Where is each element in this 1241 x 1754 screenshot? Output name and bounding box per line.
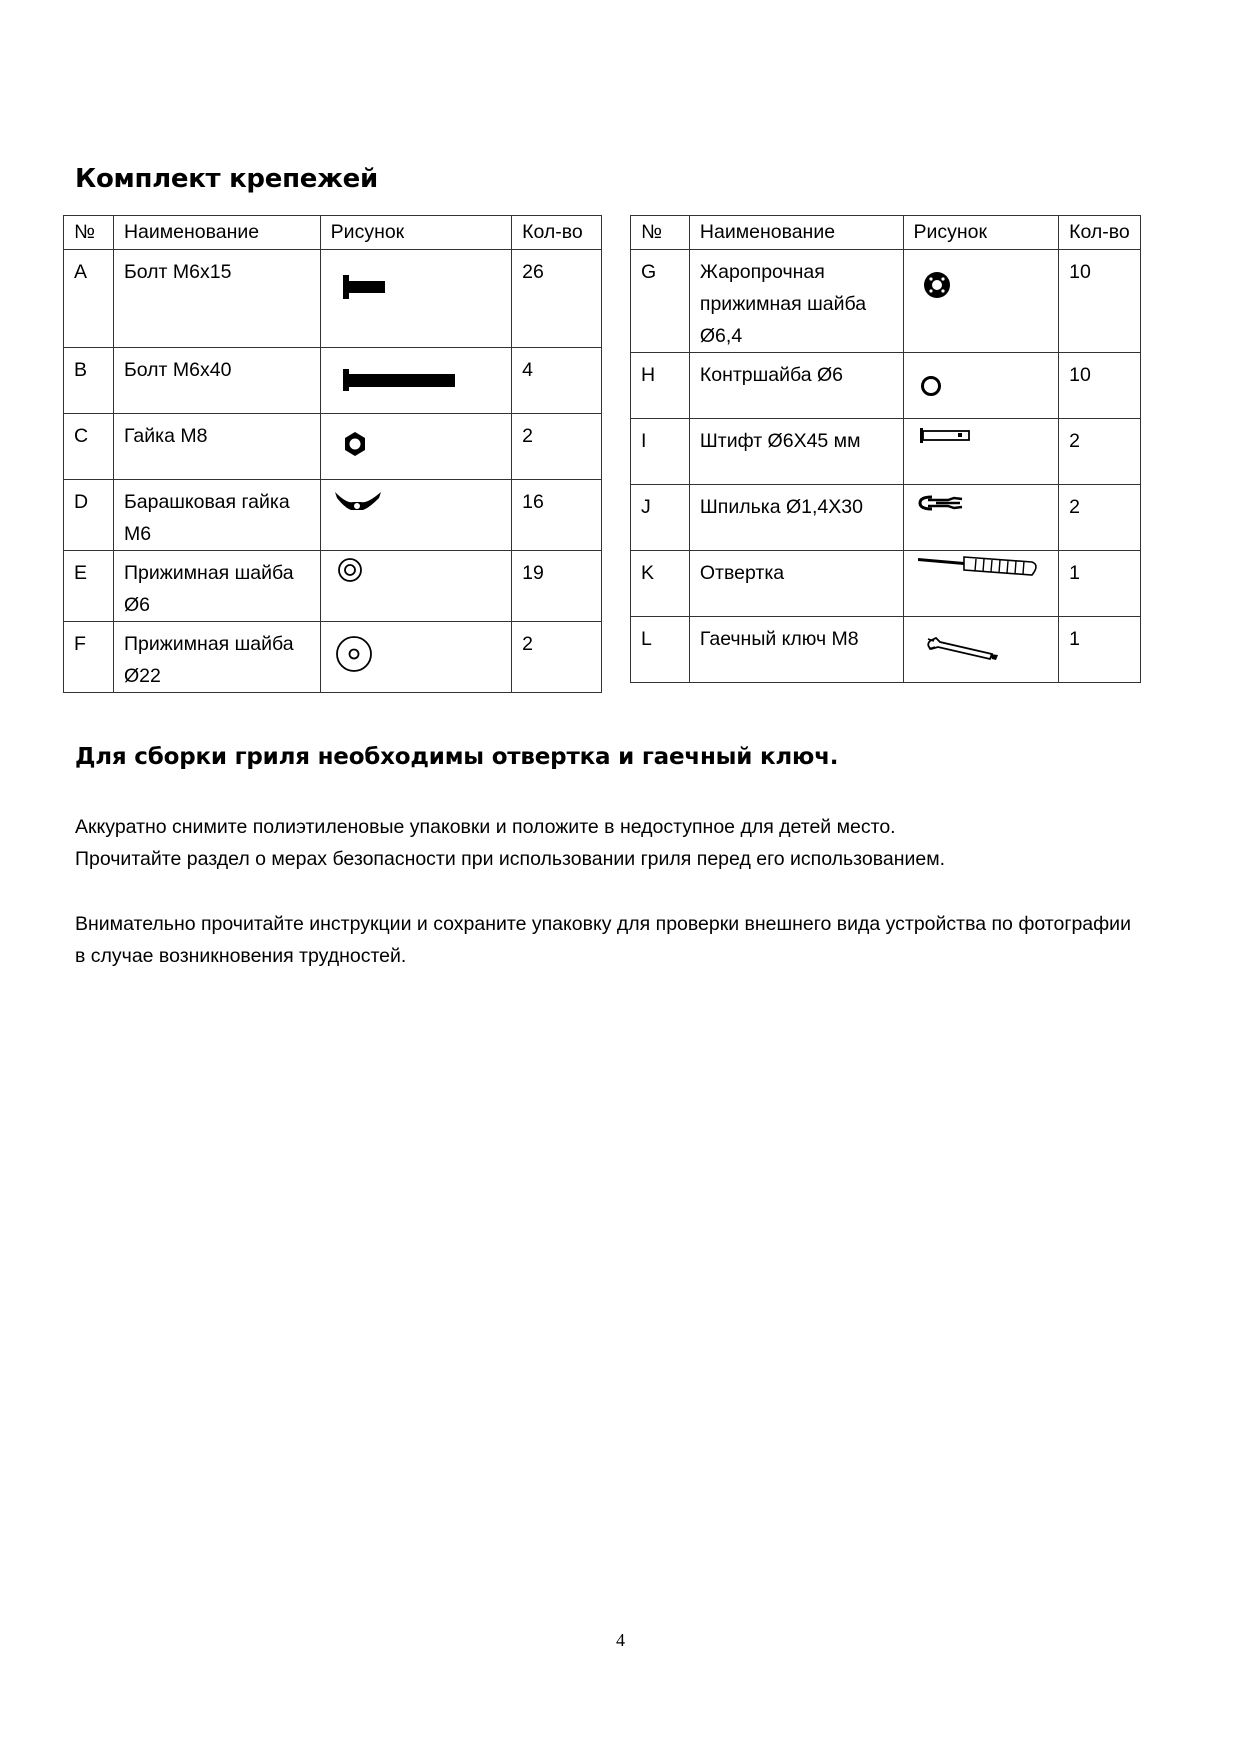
row-id: H — [631, 353, 690, 419]
row-name: Гаечный ключ М8 — [689, 617, 903, 683]
row-picture — [903, 617, 1059, 683]
paragraph: Внимательно прочитайте инструкции и сохраните упаковку для проверки внешнего вида устройства по фотографии — [75, 913, 1131, 935]
row-picture — [320, 551, 511, 622]
washer-small-icon — [321, 551, 513, 617]
row-name: Шпилька Ø1,4X30 — [689, 485, 903, 551]
row-qty: 2 — [1059, 419, 1141, 485]
row-qty: 1 — [1059, 551, 1141, 617]
row-name: Болт М6х15 — [113, 250, 320, 348]
row-id: I — [631, 419, 690, 485]
row-id: D — [64, 480, 114, 551]
row-qty: 10 — [1059, 353, 1141, 419]
row-name: Контршайба Ø6 — [689, 353, 903, 419]
pin-icon — [904, 419, 1060, 485]
header-num: № — [64, 216, 114, 250]
header-num: № — [631, 216, 690, 250]
screwdriver-icon — [904, 551, 1060, 617]
row-qty: 2 — [512, 622, 602, 693]
wrench-icon — [904, 617, 1060, 683]
row-picture — [320, 414, 511, 480]
row-picture — [903, 551, 1059, 617]
row-picture — [320, 622, 511, 693]
row-name: Отвертка — [689, 551, 903, 617]
row-picture — [903, 419, 1059, 485]
lock-washer-icon — [904, 353, 1060, 419]
row-picture — [903, 250, 1059, 353]
table-row — [631, 250, 1141, 353]
table-header-row — [64, 216, 602, 250]
table-row — [64, 622, 602, 693]
header-qty: Кол-во — [512, 216, 602, 250]
page-number: 4 — [616, 1630, 625, 1650]
header-picture: Рисунок — [903, 216, 1059, 250]
table-row — [64, 414, 602, 480]
row-name: Жаропрочная прижимная шайба Ø6,4 — [689, 250, 903, 353]
bolt-long-icon — [321, 348, 513, 414]
row-picture — [903, 485, 1059, 551]
row-qty: 4 — [512, 348, 602, 414]
wing-nut-icon — [321, 480, 513, 546]
row-qty: 26 — [512, 250, 602, 348]
heat-washer-icon — [904, 250, 1060, 348]
table-row — [64, 348, 602, 414]
table-row — [631, 551, 1141, 617]
table-row — [64, 480, 602, 551]
table-row — [631, 419, 1141, 485]
row-id: B — [64, 348, 114, 414]
table-header-row — [631, 216, 1141, 250]
row-qty: 19 — [512, 551, 602, 622]
row-picture — [903, 353, 1059, 419]
washer-large-icon — [321, 622, 513, 688]
row-name: Прижимная шайба Ø22 — [113, 622, 320, 693]
row-name: Болт М6х40 — [113, 348, 320, 414]
cotter-pin-icon — [904, 485, 1060, 551]
header-picture: Рисунок — [320, 216, 511, 250]
paragraph: Прочитайте раздел о мерах безопасности при использовании гриля перед его использованием. — [75, 848, 946, 870]
row-picture — [320, 250, 511, 348]
paragraph: Аккуратно снимите полиэтиленовые упаковки и положите в недоступное для детей место. — [75, 816, 896, 838]
row-qty: 2 — [512, 414, 602, 480]
row-id: L — [631, 617, 690, 683]
table-row — [631, 485, 1141, 551]
row-id: C — [64, 414, 114, 480]
paragraph: в случае возникновения трудностей. — [75, 945, 407, 967]
row-name: Барашковая гайка М6 — [113, 480, 320, 551]
row-qty: 1 — [1059, 617, 1141, 683]
bolt-short-icon — [321, 250, 513, 348]
header-name: Наименование — [113, 216, 320, 250]
tools-note-heading: Для сборки гриля необходимы отвертка и гаечный ключ. — [75, 744, 839, 770]
row-qty: 10 — [1059, 250, 1141, 353]
row-id: A — [64, 250, 114, 348]
row-id: K — [631, 551, 690, 617]
hex-nut-icon — [321, 414, 513, 480]
row-qty: 16 — [512, 480, 602, 551]
table-row — [631, 353, 1141, 419]
header-qty: Кол-во — [1059, 216, 1141, 250]
fasteners-table-left — [63, 215, 602, 693]
row-qty: 2 — [1059, 485, 1141, 551]
header-name: Наименование — [689, 216, 903, 250]
table-row — [631, 617, 1141, 683]
row-picture — [320, 348, 511, 414]
row-name: Штифт Ø6X45 мм — [689, 419, 903, 485]
row-id: J — [631, 485, 690, 551]
row-id: E — [64, 551, 114, 622]
table-row — [64, 551, 602, 622]
fasteners-table-right — [630, 215, 1141, 683]
row-name: Прижимная шайба Ø6 — [113, 551, 320, 622]
row-id: F — [64, 622, 114, 693]
row-name: Гайка М8 — [113, 414, 320, 480]
row-id: G — [631, 250, 690, 353]
row-picture — [320, 480, 511, 551]
table-row — [64, 250, 602, 348]
page-title: Комплект крепежей — [75, 164, 378, 194]
